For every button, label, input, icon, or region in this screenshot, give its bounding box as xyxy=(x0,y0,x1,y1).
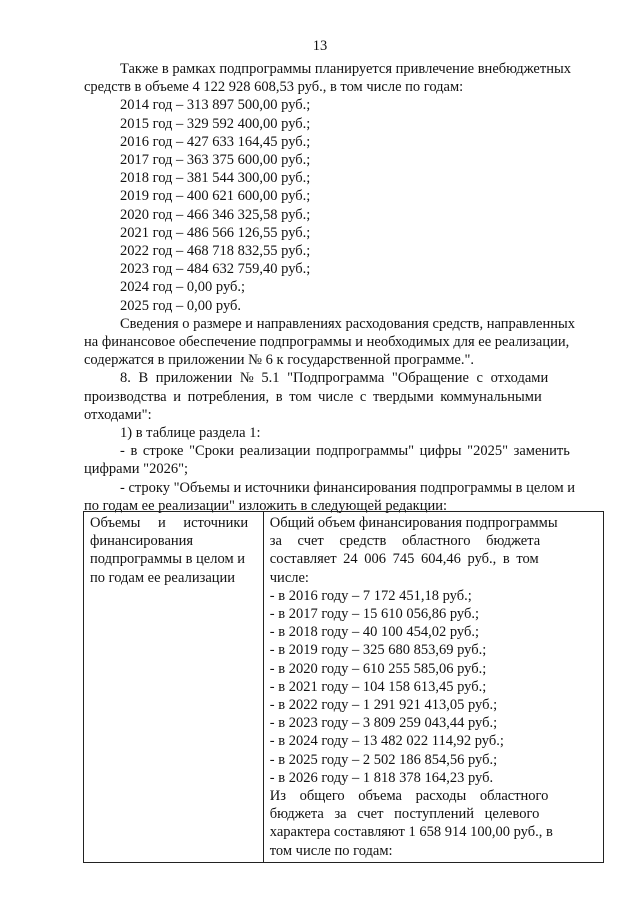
year-line: 2015 год – 329 592 400,00 руб.; xyxy=(120,115,311,132)
value-line: - в 2025 году – 2 502 186 854,56 руб.; xyxy=(269,751,498,768)
financing-table xyxy=(83,511,604,863)
stroke-2-line-1: - строку "Объемы и источники финансирования подпрограммы в целом и xyxy=(120,479,576,496)
value-line: том числе по годам: xyxy=(269,842,393,859)
year-line: 2014 год – 313 897 500,00 руб.; xyxy=(120,97,311,114)
value-line: Из общего объема расходы областного xyxy=(269,788,549,805)
svedeniya-line-1: Сведения о размере и направлениях расходования средств, направленных xyxy=(120,315,575,332)
page-number: 13 xyxy=(312,38,328,54)
year-line: 2016 год – 427 633 164,45 руб.; xyxy=(120,133,311,150)
year-line: 2025 год – 0,00 руб. xyxy=(120,297,242,314)
year-line: 2024 год – 0,00 руб.; xyxy=(120,279,246,296)
table-label-cell xyxy=(84,512,264,863)
value-line: числе: xyxy=(269,569,309,586)
label-line: Объемы и источники xyxy=(90,515,249,531)
stroke-1-line-2: цифрами "2026"; xyxy=(84,461,189,478)
item-8-line-1: 8. В приложении № 5.1 "Подпрограмма "Обращение с отходами xyxy=(120,370,549,387)
value-line: характера составляют 1 658 914 100,00 руб., в xyxy=(269,824,553,841)
table-value-cell xyxy=(263,512,603,863)
value-line: - в 2023 году – 3 809 259 043,44 руб.; xyxy=(269,715,498,732)
value-line: составляет 24 006 745 604,46 руб., в том xyxy=(269,551,539,568)
value-line: бюджета за счет поступлений целевого xyxy=(269,806,540,823)
value-line: - в 2016 году – 7 172 451,18 руб.; xyxy=(269,587,472,604)
year-line: 2022 год – 468 718 832,55 руб.; xyxy=(120,243,311,260)
value-line: - в 2022 году – 1 291 921 413,05 руб.; xyxy=(269,697,498,714)
value-line: - в 2018 году – 40 100 454,02 руб.; xyxy=(269,624,480,641)
year-line: 2017 год – 363 375 600,00 руб.; xyxy=(120,152,311,169)
value-line: - в 2024 году – 13 482 022 114,92 руб.; xyxy=(269,733,504,750)
item-8-line-3: отходами": xyxy=(84,406,152,423)
value-line: - в 2020 году – 610 255 585,06 руб.; xyxy=(269,660,487,677)
label-line: подпрограммы в целом и xyxy=(90,551,246,568)
stroke-2-line-2: по годам ее реализации" изложить в следующей редакции: xyxy=(84,497,448,514)
item-8-line-2: производства и потребления, в том числе с твердыми коммунальными xyxy=(84,388,542,405)
value-line: - в 2021 году – 104 158 613,45 руб.; xyxy=(269,678,487,695)
value-line: за счет средств областного бюджета xyxy=(269,533,541,550)
intro-line-2: средств в объеме 4 122 928 608,53 руб., в том числе по годам: xyxy=(84,79,464,96)
year-line: 2018 год – 381 544 300,00 руб.; xyxy=(120,170,311,187)
intro-line-1: Также в рамках подпрограммы планируется привлечение внебюджетных xyxy=(120,61,571,77)
document-body xyxy=(84,60,604,515)
stroke-1-line-1: - в строке "Сроки реализации подпрограммы" цифры "2025" заменить xyxy=(120,443,570,460)
table-row xyxy=(84,512,604,863)
year-line: 2020 год – 466 346 325,58 руб.; xyxy=(120,206,311,223)
value-line: - в 2017 году – 15 610 056,86 руб.; xyxy=(269,606,480,623)
svedeniya-line-3: содержатся в приложении № 6 к государственной программе.". xyxy=(84,352,475,369)
year-line: 2019 год – 400 621 600,00 руб.; xyxy=(120,188,311,205)
value-line: - в 2026 году – 1 818 378 164,23 руб. xyxy=(269,769,494,786)
value-line: Общий объем финансирования подпрограммы xyxy=(269,515,558,531)
svedeniya-line-2: на финансовое обеспечение подпрограммы и необходимых для ее реализации, xyxy=(84,334,570,351)
value-line: - в 2019 году – 325 680 853,69 руб.; xyxy=(269,642,487,659)
label-line: финансирования xyxy=(90,533,194,550)
year-line: 2023 год – 484 632 759,40 руб.; xyxy=(120,261,311,278)
label-line: по годам ее реализации xyxy=(90,569,236,586)
subitem-1: 1) в таблице раздела 1: xyxy=(120,425,261,442)
year-line: 2021 год – 486 566 126,55 руб.; xyxy=(120,224,311,241)
